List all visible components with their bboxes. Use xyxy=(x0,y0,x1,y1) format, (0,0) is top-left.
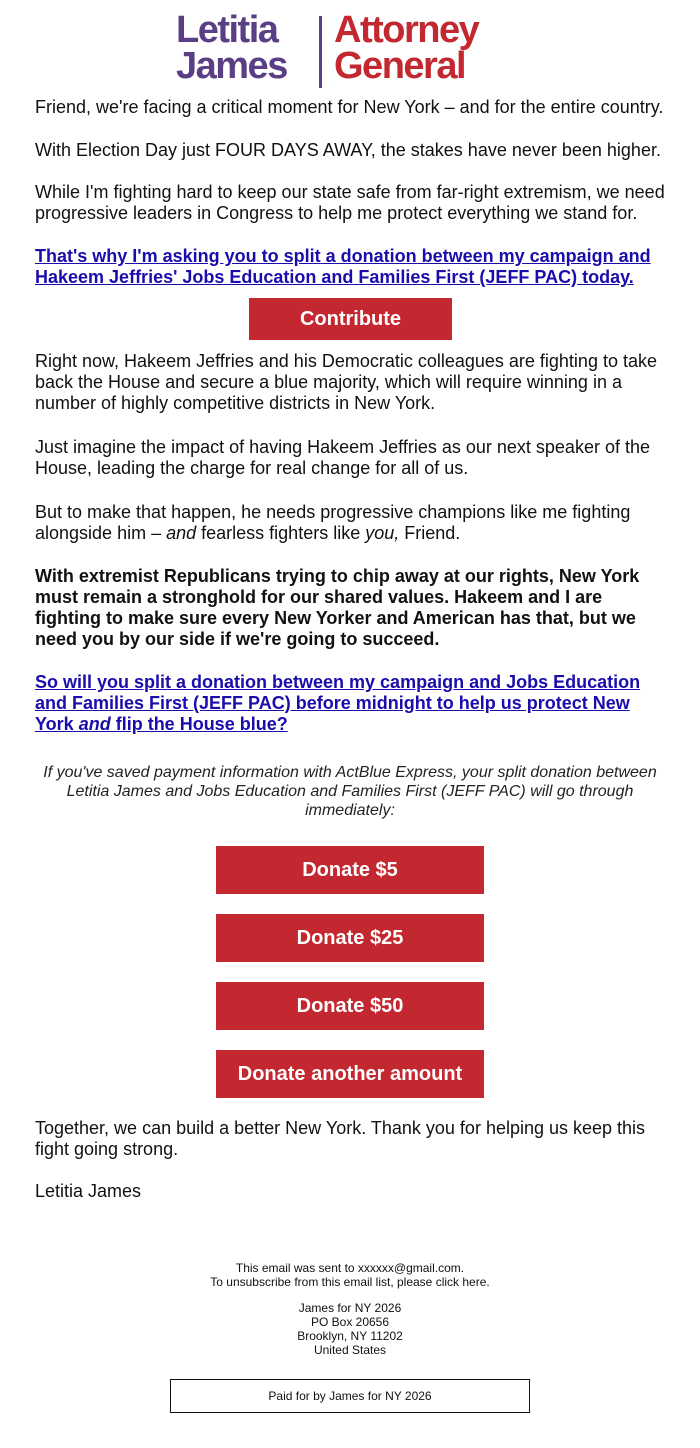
footer-email: xxxxxx@gmail.com xyxy=(357,1261,461,1275)
paragraph-make-happen-text-b: fearless fighters like xyxy=(196,523,366,543)
logo-title-line1: Attorney xyxy=(334,9,479,51)
paragraph-extremist: With extremist Republicans trying to chip away at our rights, New York must remain a stronghold for our shared values. Hakeem and I are fighting to make sure every New Yorker and American has that, but we need you by our side if we're going to succeed. xyxy=(35,566,640,649)
signature: Letitia James xyxy=(35,1181,142,1201)
logo-name-line2: James xyxy=(176,45,287,87)
actblue-express-note: If you've saved payment information with ActBlue Express, your split donation between Letitia James and Jobs Education and Families First (JEFF PAC) will go through immediately: xyxy=(43,764,657,819)
donate-5-button[interactable]: Donate $5 xyxy=(216,846,484,894)
footer-sent-to-suffix: . xyxy=(460,1261,465,1275)
paragraph-intro: Friend, we're facing a critical moment for New York – and for the entire country. xyxy=(35,97,664,117)
footer-address-line: Brooklyn, NY 11202 xyxy=(297,1329,403,1343)
paragraph-right-now: Right now, Hakeem Jeffries and his Democratic colleagues are fighting to take back the House and secure a blue majority, which will require winning in a number of highly competitive districts in New York. xyxy=(35,351,657,413)
emphasis-you: you, xyxy=(365,523,400,543)
footer-address xyxy=(0,1301,700,1357)
footer-address-line: United States xyxy=(313,1343,387,1357)
logo-name xyxy=(176,9,287,87)
unsubscribe-link[interactable]: click here xyxy=(435,1275,487,1289)
link2-emphasis-and: and xyxy=(78,714,111,734)
logo-divider xyxy=(319,16,322,88)
link2-text-b: flip the House blue? xyxy=(110,714,288,734)
donate-25-button[interactable]: Donate $25 xyxy=(216,914,484,962)
contribute-button[interactable]: Contribute xyxy=(249,298,452,340)
donate-another-amount-button[interactable]: Donate another amount xyxy=(216,1050,484,1098)
logo-title xyxy=(334,9,479,87)
paragraph-make-happen-text-a: But to make that happen, he needs progressive champions like me fighting alongside him – xyxy=(35,502,631,543)
paragraph-fighting: While I'm fighting hard to keep our state safe from far-right extremism, we need progressive leaders in Congress to help me protect everything we stand for. xyxy=(35,182,665,223)
footer-unsubscribe xyxy=(0,1275,700,1289)
paid-for-disclaimer: Paid for by James for NY 2026 xyxy=(170,1379,530,1413)
paragraph-imagine: Just imagine the impact of having Hakeem Jeffries as our next speaker of the House, leading the charge for real change for all of us. xyxy=(35,437,650,478)
paragraph-make-happen xyxy=(35,502,667,544)
split-donation-link[interactable]: That's why I'm asking you to split a donation between my campaign and Hakeem Jeffries' Jobs Education and Families First (JEFF PAC) today. xyxy=(35,246,651,287)
footer-unsubscribe-suffix: . xyxy=(486,1275,490,1289)
footer-unsubscribe-prefix: To unsubscribe from this email list, please xyxy=(210,1275,436,1289)
logo xyxy=(176,9,528,90)
footer-address-line: PO Box 20656 xyxy=(310,1315,390,1329)
logo-title-line2: General xyxy=(334,45,466,87)
footer-address-line: James for NY 2026 xyxy=(298,1301,402,1315)
logo-name-line1: Letitia xyxy=(176,9,278,51)
donate-50-button[interactable]: Donate $50 xyxy=(216,982,484,1030)
paragraph-make-happen-text-c: Friend. xyxy=(399,523,461,543)
split-donation-midnight-link[interactable] xyxy=(35,672,640,734)
emphasis-and: and xyxy=(166,523,197,543)
donation-link-2-wrapper xyxy=(35,672,667,735)
link2-text-a: So will you split a donation between my campaign and Jobs Education and Families First (JEFF PAC) before midnight to help us protect New York xyxy=(35,672,641,734)
footer-sent-to-prefix: This email was sent to xyxy=(235,1261,358,1275)
donation-link-1-wrapper xyxy=(35,246,667,288)
paragraph-election-day: With Election Day just FOUR DAYS AWAY, the stakes have never been higher. xyxy=(35,140,661,160)
paragraph-closing: Together, we can build a better New York. Thank you for helping us keep this fight going strong. xyxy=(35,1118,646,1159)
footer-sent-to xyxy=(0,1261,700,1275)
